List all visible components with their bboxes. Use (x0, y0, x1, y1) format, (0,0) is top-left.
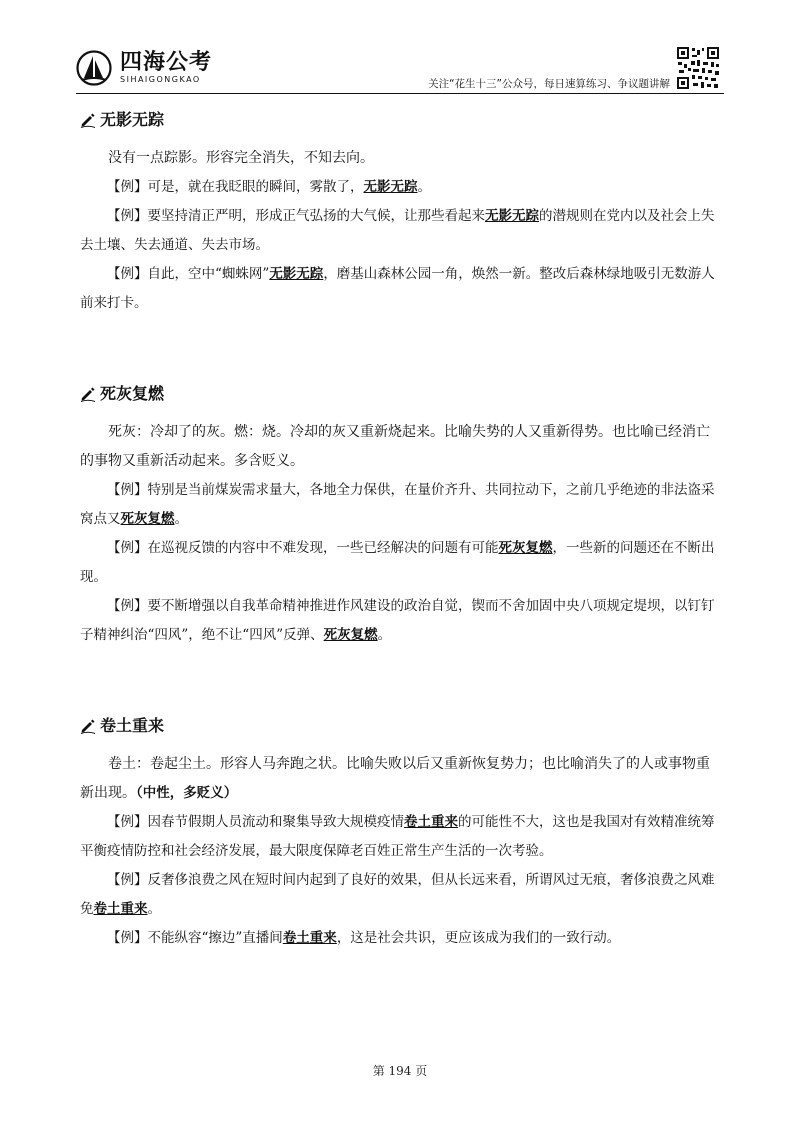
idiom-section (80, 382, 720, 650)
example-sentence: 【例】要不断增强以自我革命精神推进作风建设的政治自觉，锲而不舍加固中央八项规定堤坝，以钉钉子精神纠治“四风”，绝不让“四风”反弹、死灰复燃。 (80, 598, 715, 643)
example-sentence: 【例】不能纵容“擦边”直播间卷土重来，这是社会共识，更应该成为我们的一致行动。 (107, 930, 621, 946)
page-content (80, 108, 720, 953)
qr-code-icon (676, 46, 720, 90)
pencil-icon (80, 718, 96, 734)
pencil-icon (80, 386, 96, 402)
keyword: 卷土重来 (93, 901, 148, 917)
idiom-title: 死灰复燃 (100, 384, 165, 403)
keyword: 无影无踪 (269, 266, 324, 282)
idiom-title: 无影无踪 (100, 110, 165, 129)
usage-note: （中性，多贬义） (136, 785, 238, 801)
page-number: 第 194 页 (372, 1064, 428, 1078)
header-divider (76, 93, 724, 94)
example-sentence: 【例】要坚持清正严明，形成正气弘扬的大气候，让那些看起来无影无踪的潜规则在党内以及社会上失去土壤、失去通道、失去市场。 (80, 208, 715, 253)
example-sentence: 【例】可是，就在我眨眼的瞬间，雾散了，无影无踪。 (107, 179, 431, 195)
header-slogan: 关注“花生十三”公众号，每日速算练习、争议题讲解 (428, 78, 670, 90)
keyword: 死灰复燃 (323, 627, 378, 643)
example-sentence: 【例】反奢侈浪费之风在短时间内起到了良好的效果，但从长远来看，所谓风过无痕，奢侈浪费之风难免卷土重来。 (80, 872, 715, 917)
page-header (0, 0, 800, 104)
keyword: 死灰复燃 (120, 511, 175, 527)
sail-logo-icon (76, 50, 112, 86)
keyword: 无影无踪 (485, 208, 539, 224)
keyword: 死灰复燃 (498, 540, 553, 556)
idiom-definition: 死灰：冷却了的灰。燃：烧。冷却的灰又重新烧起来。比喻失势的人又重新得势。也比喻已经消亡的事物又重新活动起来。多含贬义。 (80, 424, 710, 469)
example-sentence: 【例】因春节假期人员流动和聚集导致大规模疫情卷土重来的可能性不大，这也是我国对有效精准统筹平衡疫情防控和社会经济发展，最大限度保障老百姓正常生产生活的一次考验。 (80, 814, 715, 859)
example-sentence: 【例】自此，空中“蜘蛛网”无影无踪，磨基山森林公园一角，焕然一新。整改后森林绿地吸引无数游人前来打卡。 (80, 266, 715, 311)
keyword: 无影无踪 (363, 179, 418, 195)
idiom-definition: 没有一点踪影。形容完全消失，不知去向。 (108, 150, 374, 166)
brand-logo (76, 50, 212, 86)
idiom-section (80, 108, 720, 318)
example-sentence: 【例】特别是当前煤炭需求量大，各地全力保供，在量价齐升、共同拉动下，之前几乎绝迹的非法盗采窝点又死灰复燃。 (80, 482, 715, 527)
keyword: 卷土重来 (404, 814, 458, 830)
idiom-definition: 卷土：卷起尘土。形容人马奔跑之状。比喻失败以后又重新恢复势力；也比喻消失了的人或事物重新出现。 (80, 756, 710, 801)
example-sentence: 【例】在巡视反馈的内容中不难发现，一些已经解决的问题有可能死灰复燃，一些新的问题还在不断出现。 (80, 540, 715, 585)
idiom-section (80, 714, 720, 953)
logo-subtitle: SIHAIGONGKAO (120, 75, 201, 84)
keyword: 卷土重来 (282, 930, 337, 946)
logo-name: 四海公考 (120, 50, 213, 75)
idiom-title: 卷土重来 (100, 716, 165, 735)
pencil-icon (80, 112, 96, 128)
